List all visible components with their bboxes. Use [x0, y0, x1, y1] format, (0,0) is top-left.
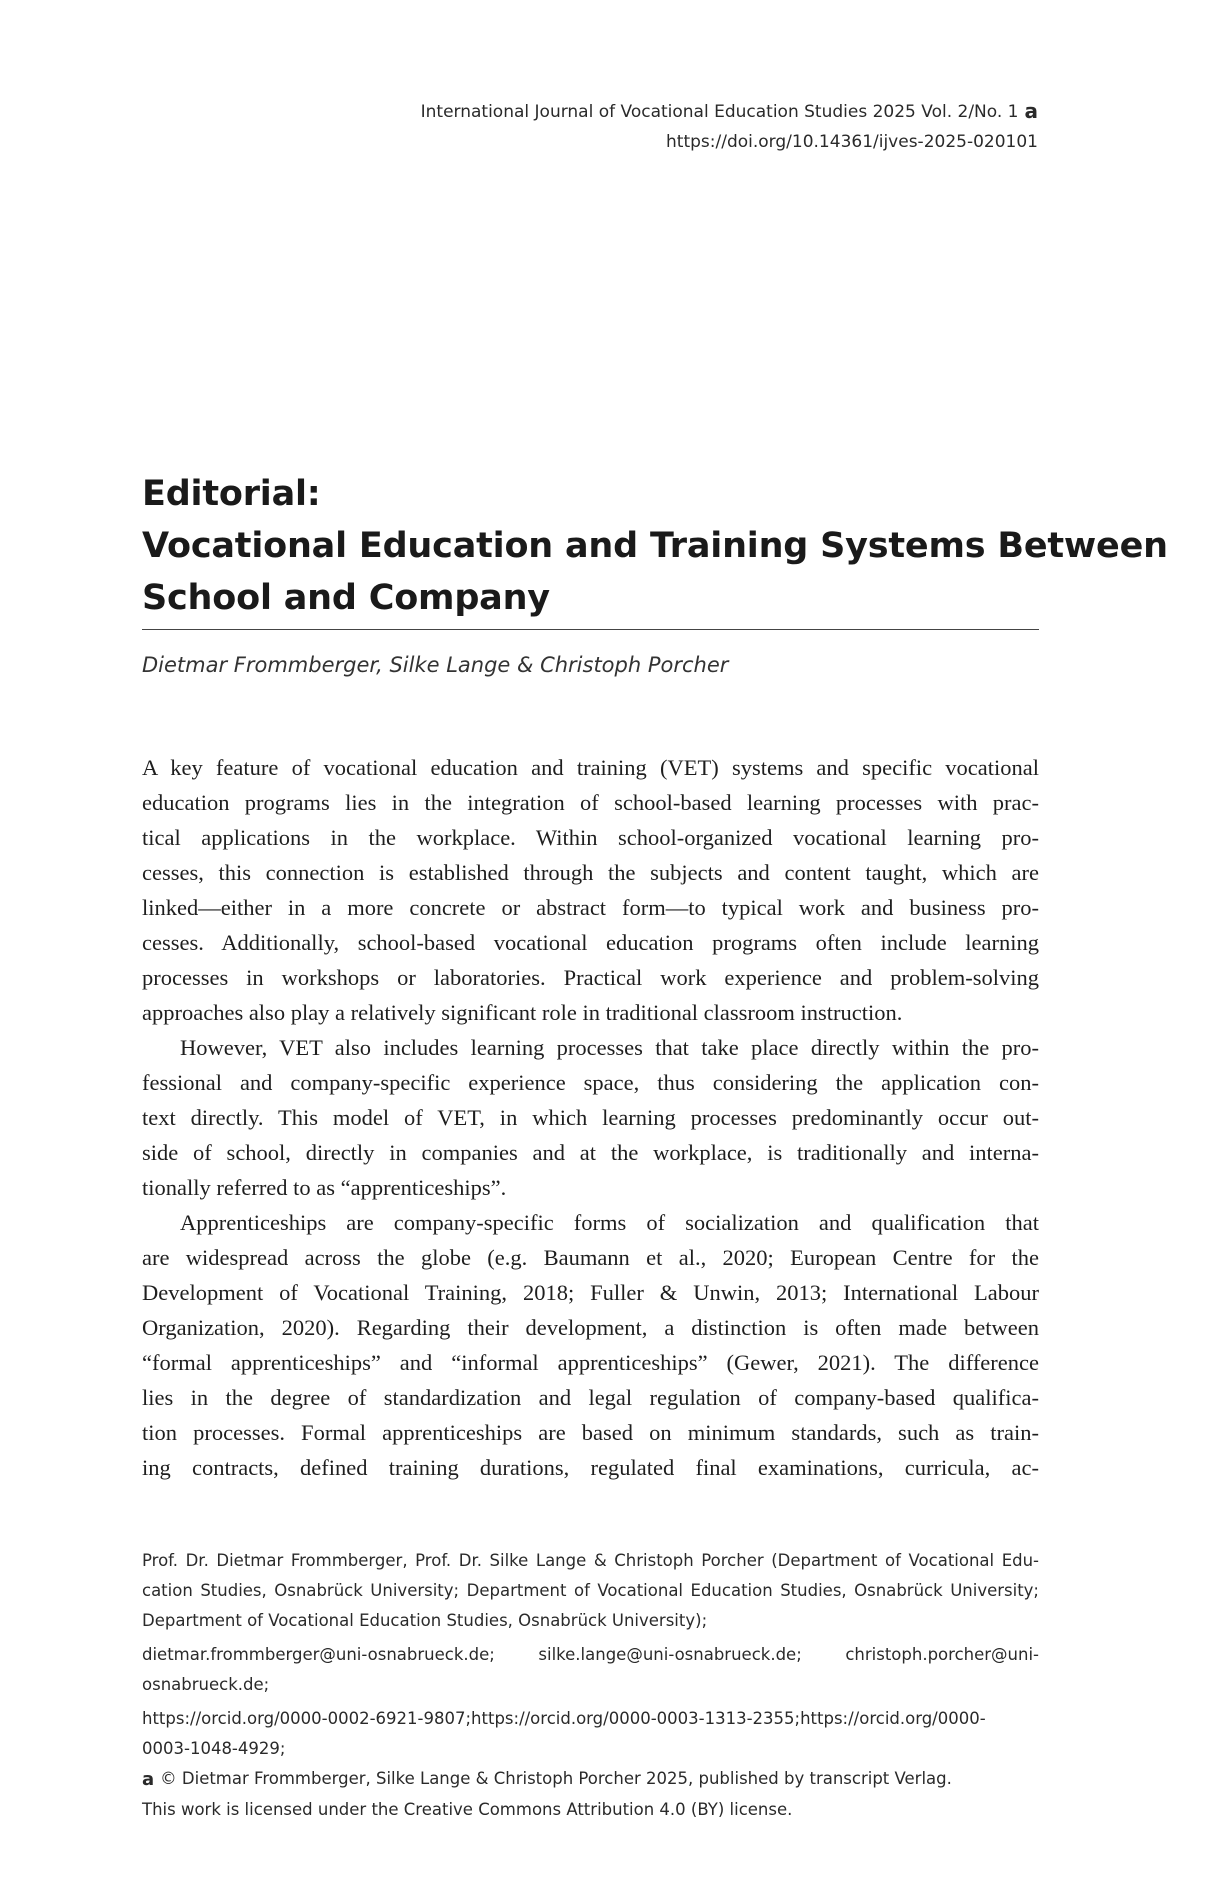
author-list: Dietmar Frommberger, Silke Lange & Christoph Porcher: [142, 653, 729, 677]
author-emails[interactable]: [142, 1640, 1039, 1700]
text-line: approaches also play a relatively significant role in traditional classroom instruction.: [142, 1000, 903, 1025]
paragraph-1: [142, 750, 1039, 1030]
footnote-line: Department of Vocational Education Studies, Osnabrück University);: [142, 1611, 708, 1630]
author-footnote: [142, 1546, 1039, 1825]
text-line: A key feature of vocational education and training (VET) systems and specific vocational: [142, 755, 1039, 780]
title-line-3: School and Company: [142, 578, 550, 618]
open-access-icon: a: [142, 1769, 155, 1790]
paragraph-3: [142, 1205, 1039, 1485]
text-line: lies in the degree of standardization and legal regulation of company-based qualifica-: [142, 1385, 1039, 1410]
title-line-1: Editorial:: [142, 474, 321, 514]
text-line: “formal apprenticeships” and “informal apprenticeships” (Gewer, 2021). The difference: [142, 1350, 1039, 1375]
text-line: Apprenticeships are company-specific forms of socialization and qualification that: [180, 1210, 1039, 1235]
running-header: [421, 96, 1038, 157]
author-orcids[interactable]: [142, 1704, 1039, 1764]
text-line: ing contracts, defined training durations, regulated final examinations, curricula, ac-: [142, 1455, 1039, 1480]
text-line: side of school, directly in companies and at the workplace, is traditionally and interna-: [142, 1140, 1039, 1165]
article-body: [142, 750, 1039, 1485]
doi-link[interactable]: https://doi.org/10.14361/ijves-2025-020101: [666, 132, 1038, 152]
copyright-line: [142, 1764, 1039, 1795]
footnote-line[interactable]: dietmar.frommberger@uni-osnabrueck.de; silke.lange@uni-osnabrueck.de; christoph.porcher@uni-: [142, 1645, 1039, 1664]
text-line: cesses, this connection is established through the subjects and content taught, which are: [142, 860, 1039, 885]
affiliation: [142, 1546, 1039, 1636]
text-line: tion processes. Formal apprenticeships are based on minimum standards, such as train-: [142, 1420, 1039, 1445]
footnote-line: Prof. Dr. Dietmar Frommberger, Prof. Dr. Silke Lange & Christoph Porcher (Department of Vocational Edu-: [142, 1551, 1039, 1570]
text-line: tical applications in the workplace. Within school-organized vocational learning pro-: [142, 825, 1039, 850]
text-line: Development of Vocational Training, 2018; Fuller & Unwin, 2013; International Labour: [142, 1280, 1039, 1305]
footnote-line[interactable]: osnabrueck.de;: [142, 1675, 270, 1694]
text-line: linked—either in a more concrete or abstract form—to typical work and business pro-: [142, 895, 1039, 920]
footnote-line: cation Studies, Osnabrück University; Department of Vocational Education Studies, Osnabrück University;: [142, 1581, 1039, 1600]
footnote-line[interactable]: https://orcid.org/0000-0002-6921-9807;https://orcid.org/0000-0003-1313-2355;https://orcid.org/0000-: [142, 1709, 986, 1728]
text-line: are widespread across the globe (e.g. Baumann et al., 2020; European Centre for the: [142, 1245, 1039, 1270]
text-line: text directly. This model of VET, in which learning processes predominantly occur out-: [142, 1105, 1039, 1130]
title-line-2: Vocational Education and Training Systems Between: [142, 526, 1168, 566]
paragraph-2: [142, 1030, 1039, 1205]
footnote-line[interactable]: 0003-1048-4929;: [142, 1739, 286, 1758]
journal-citation: International Journal of Vocational Education Studies 2025 Vol. 2/No. 1: [420, 102, 1019, 122]
open-access-icon: a: [1024, 99, 1038, 123]
journal-line: [421, 96, 1038, 127]
text-line: fessional and company-specific experience space, thus considering the application con-: [142, 1070, 1039, 1095]
article-title: [142, 468, 1168, 624]
text-line: education programs lies in the integration of school-based learning processes with prac-: [142, 790, 1039, 815]
title-divider: [142, 629, 1039, 630]
text-line: Organization, 2020). Regarding their development, a distinction is often made between: [142, 1315, 1039, 1340]
text-line: tionally referred to as “apprenticeships”.: [142, 1175, 507, 1200]
text-line: cesses. Additionally, school-based vocational education programs often include learning: [142, 930, 1039, 955]
text-line: However, VET also includes learning processes that take place directly within the pro-: [180, 1035, 1039, 1060]
copyright-text: © Dietmar Frommberger, Silke Lange & Christoph Porcher 2025, published by transcript Verlag.: [160, 1769, 952, 1788]
license-text: This work is licensed under the Creative Commons Attribution 4.0 (BY) license.: [142, 1800, 793, 1819]
text-line: processes in workshops or laboratories. Practical work experience and problem-solving: [142, 965, 1039, 990]
